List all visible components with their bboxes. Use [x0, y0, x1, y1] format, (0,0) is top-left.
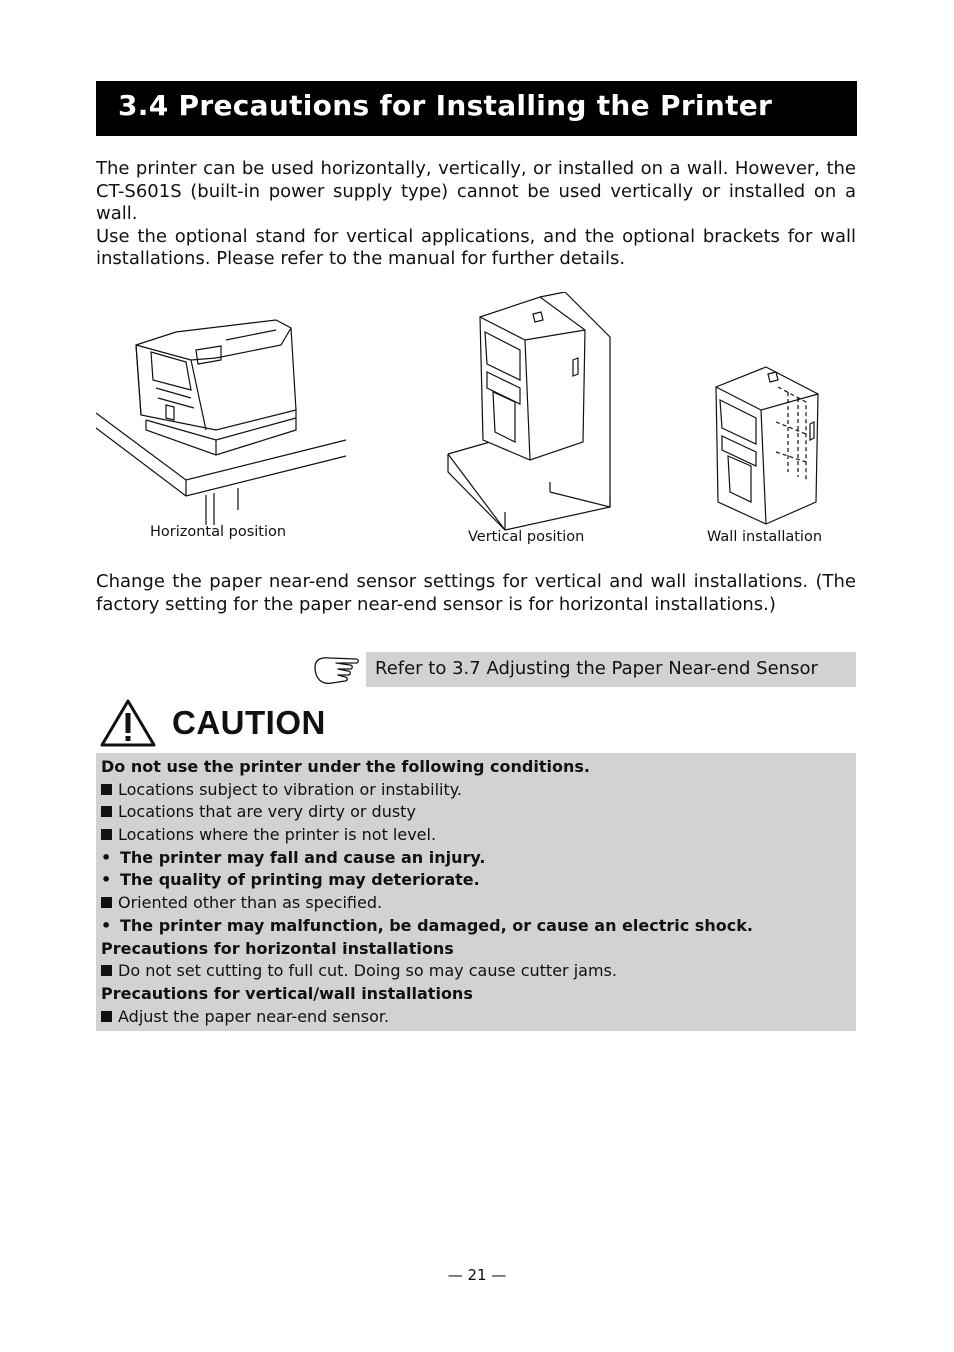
square-bullet-icon — [101, 1011, 112, 1022]
horizontal-position-label: Horizontal position — [150, 524, 287, 540]
pointing-hand-icon — [312, 653, 360, 689]
intro-text — [96, 158, 856, 271]
caution-line: • The printer may fall and cause an injury. — [101, 847, 851, 870]
vertical-printer-illustration — [445, 292, 615, 532]
wall-installation-illustration — [706, 362, 831, 532]
wall-installation-label: Wall installation — [707, 529, 823, 545]
caution-title: CAUTION — [172, 704, 326, 741]
reference-box — [366, 652, 856, 687]
caution-line: • The quality of printing may deteriorate. — [101, 869, 851, 892]
caution-line: Locations that are very dirty or dusty — [101, 801, 851, 824]
warning-triangle-icon — [100, 698, 156, 748]
section-title-bar — [96, 81, 857, 136]
sensor-note — [96, 571, 856, 616]
caution-box — [96, 753, 856, 1031]
bullet-icon: • — [101, 870, 112, 890]
caution-line: Adjust the paper near-end sensor. — [101, 1006, 851, 1029]
square-bullet-icon — [101, 806, 112, 817]
section-title: 3.4 Precautions for Installing the Printer — [118, 89, 773, 122]
reference-text: Refer to 3.7 Adjusting the Paper Near-end Sensor — [375, 658, 818, 679]
square-bullet-icon — [101, 829, 112, 840]
caution-line: Precautions for vertical/wall installations — [101, 983, 473, 1003]
intro-paragraph-1: The printer can be used horizontally, vertically, or installed on a wall. However, the CT-S601S (built-in power supply type) cannot be used vertically or installed on a wall. — [96, 158, 856, 224]
bullet-icon: • — [101, 847, 112, 867]
caution-line: Precautions for horizontal installations — [101, 938, 454, 958]
caution-line: Locations subject to vibration or instability. — [101, 779, 851, 802]
bullet-icon: • — [101, 915, 112, 935]
caution-line: Locations where the printer is not level. — [101, 824, 851, 847]
caution-line: Do not set cutting to full cut. Doing so may cause cutter jams. — [101, 960, 851, 983]
square-bullet-icon — [101, 784, 112, 795]
square-bullet-icon — [101, 897, 112, 908]
caution-line: Oriented other than as specified. — [101, 892, 851, 915]
page-number: — 21 — — [447, 1266, 507, 1284]
intro-paragraph-2: Use the optional stand for vertical applications, and the optional brackets for wall installations. Please refer to the manual for further details. — [96, 225, 856, 269]
vertical-position-label: Vertical position — [468, 529, 585, 545]
sensor-note-text: Change the paper near-end sensor settings for vertical and wall installations. (The factory setting for the paper near-end sensor is for horizontal installations.) — [96, 571, 856, 615]
horizontal-printer-illustration — [96, 310, 356, 525]
caution-line: • The printer may malfunction, be damaged, or cause an electric shock. — [101, 915, 851, 938]
caution-line: Do not use the printer under the following conditions. — [101, 757, 590, 776]
square-bullet-icon — [101, 965, 112, 976]
